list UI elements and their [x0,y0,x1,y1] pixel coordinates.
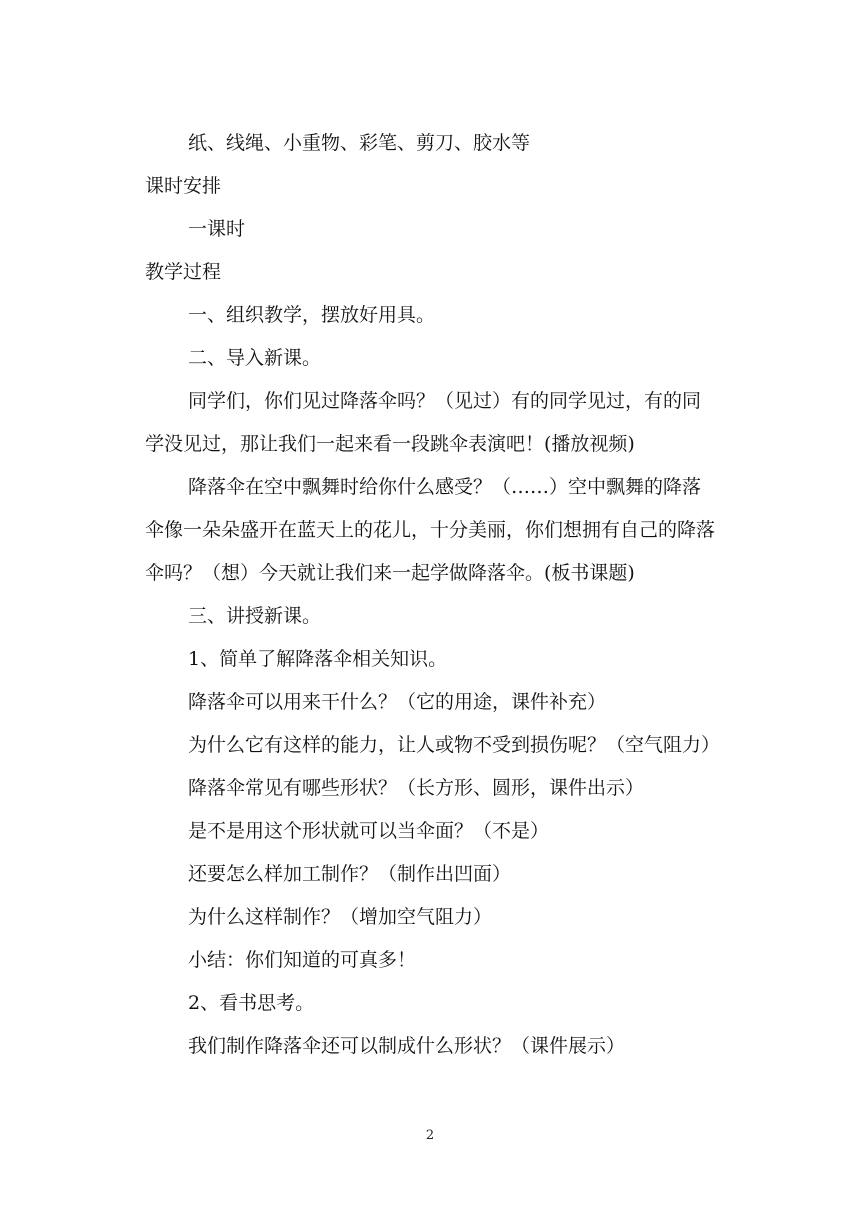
step-teach: 三、讲授新课。 [188,605,322,627]
paragraph-line: 降落伞在空中飘舞时给你什么感受？（……）空中飘舞的降落 [188,476,702,498]
subsection-heading: 1、简单了解降落伞相关知识。 [188,648,448,670]
section-heading-process: 教学过程 [145,261,222,283]
document-body [145,122,750,1068]
page-number: 2 [425,1128,435,1143]
paragraph-line: 学没见过，那让我们一起来看一段跳伞表演吧！(播放视频) [145,433,635,455]
question-line: 降落伞可以用来干什么？（它的用途，课件补充） [188,691,607,713]
paragraph-line: 伞吗？（想）今天就让我们来一起学做降落伞。(板书课题) [145,562,635,584]
question-line: 为什么它有这样的能力，让人或物不受到损伤呢？（空气阻力） [188,734,721,756]
paragraph-line: 伞像一朵朵盛开在蓝天上的花儿，十分美丽，你们想拥有自己的降落 [145,519,716,541]
section-heading-schedule: 课时安排 [145,175,222,197]
question-line: 降落伞常见有哪些形状？（长方形、圆形，课件出示） [188,777,645,799]
question-line: 还要怎么样加工制作？（制作出凹面） [188,863,512,885]
question-line: 我们制作降落伞还可以制成什么形状？（课件展示） [188,1035,626,1057]
step-introduce: 二、导入新课。 [188,347,322,369]
schedule-value: 一课时 [188,218,246,240]
question-line: 为什么这样制作？（增加空气阻力） [188,906,493,928]
summary-line: 小结：你们知道的可真多！ [188,949,417,971]
step-organize: 一、组织教学，摆放好用具。 [188,304,436,326]
materials-line: 纸、线绳、小重物、彩笔、剪刀、胶水等 [188,132,531,154]
paragraph-line: 同学们，你们见过降落伞吗？（见过）有的同学见过，有的同 [188,390,702,412]
subsection-heading: 2、看书思考。 [188,992,315,1014]
question-line: 是不是用这个形状就可以当伞面？（不是） [188,820,550,842]
